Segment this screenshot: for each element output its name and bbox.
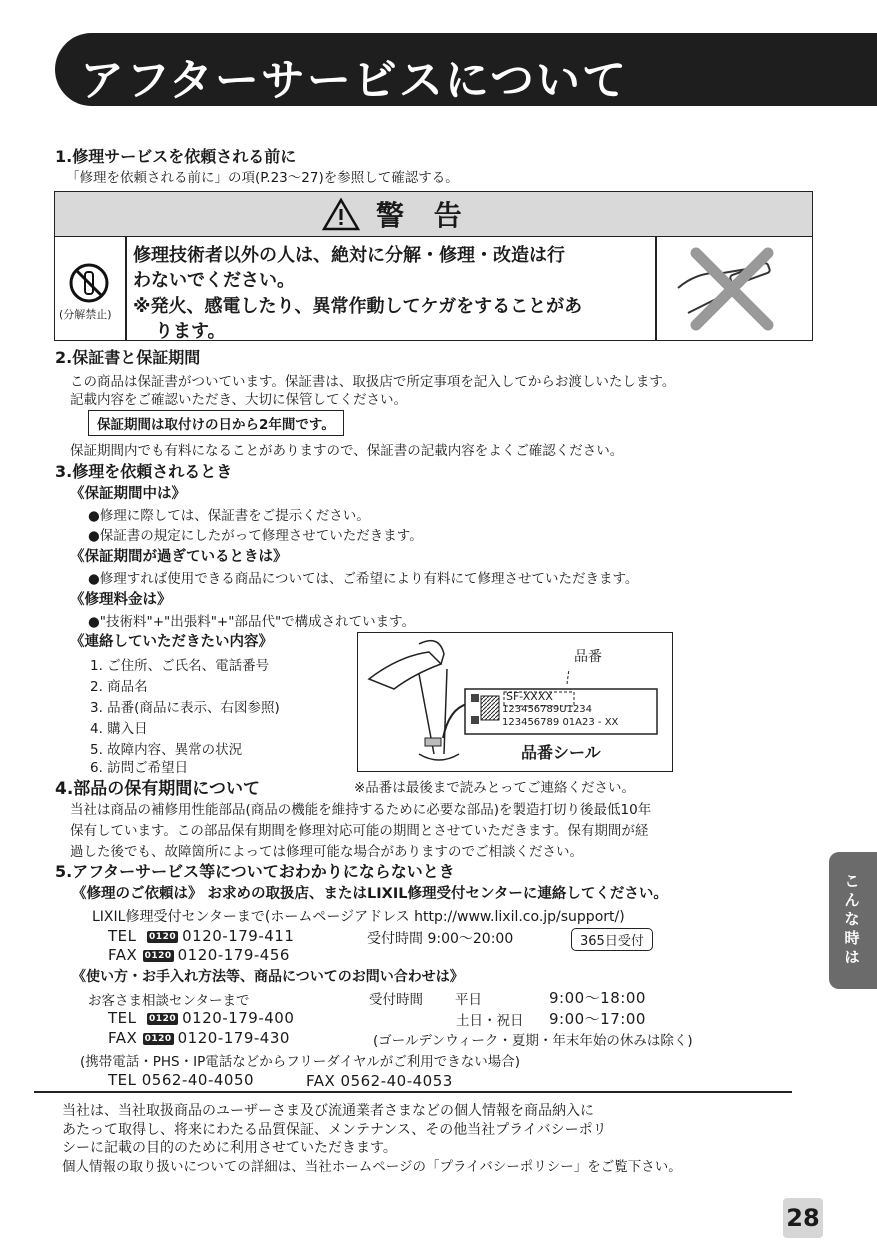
free-dial-icon: 0120	[149, 1014, 177, 1024]
warranty-period-box: 保証期間は取付けの日から2年間です。	[88, 410, 344, 436]
section4-text2: 保有しています。この部品保有期間を修理対応可能の期間とさせていただきます。保有期間が経	[70, 823, 649, 839]
fax1-label: FAX	[108, 946, 138, 964]
repair-center-line: LIXIL修理受付センターまで(ホームページアドレス http://www.lixil.co.jp/support/)	[92, 909, 625, 925]
privacy-line3: シーに記載の目的のために利用させていただきます。	[62, 1140, 397, 1156]
fax2-label: FAX	[108, 1029, 138, 1047]
no-disassembly-icon	[68, 262, 110, 304]
section3-sub1: 《保証期間中は》	[70, 486, 186, 502]
fax3[interactable]: FAX 0562-40-4053	[306, 1072, 453, 1090]
section3-heading: 3.修理を依頼されるとき	[55, 462, 233, 481]
warning-triangle-icon	[322, 197, 360, 231]
mobile-note: (携帯電話・PHS・IP電話などからフリーダイヤルがご利用できない場合)	[80, 1054, 521, 1070]
seal-line1: SF-XXXX	[506, 690, 553, 703]
contact-item: 4. 購入日	[90, 721, 148, 737]
warning-divider-right	[655, 236, 657, 340]
fax1-number[interactable]: 0120-179-456	[177, 946, 290, 964]
weekday-time: 9:00〜18:00	[549, 989, 646, 1007]
contact-item: 2. 商品名	[90, 679, 148, 695]
fax2	[108, 1029, 290, 1047]
section3-sub2-bullet1: ●修理すれば使用できる商品については、ご希望により有料にて修理させていただきます。	[88, 571, 639, 587]
days-badge: 365日受付	[571, 928, 653, 951]
repair-hours: 受付時間 9:00〜20:00	[367, 931, 514, 947]
no-repair-wrench-illustration-icon	[668, 243, 798, 333]
product-number-note: ※品番は最後まで読みとってご連絡ください。	[354, 780, 636, 796]
inquiry-line: 《使い方・お手入れ方法等、商品についてのお問い合わせは》	[72, 969, 464, 985]
section1-text: 「修理を依頼される前に」の項(P.23〜27)を参照して確認する。	[66, 170, 459, 186]
free-dial-icon: 0120	[144, 1034, 172, 1044]
section3-sub3-bullet1: ●"技術料"+"出張料"+"部品代"で構成されています。	[88, 614, 416, 630]
section3-sub2: 《保証期間が過ぎているときは》	[70, 549, 288, 565]
section4-text1: 当社は商品の補修用性能部品(商品の機能を維持するために必要な部品)を製造打切り後最低10年	[70, 802, 652, 818]
fax1	[108, 946, 290, 964]
page-number: 28	[783, 1198, 823, 1238]
weekend-time: 9:00〜17:00	[549, 1010, 646, 1028]
tel2-number[interactable]: 0120-179-400	[182, 1009, 295, 1027]
contact-item: 1. ご住所、ご氏名、電話番号	[90, 658, 270, 674]
warning-divider-left	[125, 236, 127, 340]
weekend-label: 土日・祝日	[456, 1013, 524, 1029]
section4-text3: 過した後でも、故障箇所によっては修理可能な場合がありますのでご相談ください。	[70, 844, 583, 860]
page-title: アフターサービスについて	[80, 55, 629, 106]
free-dial-icon: 0120	[149, 932, 177, 942]
seal-line2: 123456789U1234	[502, 704, 593, 715]
repair-request-line: 《修理のご依頼は》 お求めの取扱店、またはLIXIL修理受付センターに連絡してください。	[72, 886, 668, 902]
contact-item: 3. 品番(商品に表示、右図参照)	[90, 700, 280, 716]
tel1-number[interactable]: 0120-179-411	[182, 927, 295, 945]
side-tab-label: こんな時は	[844, 872, 860, 966]
warning-line2: わないでください。	[133, 270, 295, 291]
figure-label-top: 品番	[574, 649, 602, 665]
contact-item: 5. 故障内容、異常の状況	[90, 742, 243, 758]
consult-center: お客さま相談センターまで	[88, 993, 250, 1009]
section4-heading: 4.部品の保有期間について	[55, 779, 260, 799]
section2-text1: この商品は保証書がついています。保証書は、取扱店で所定事項を記入してからお渡しいたします。	[70, 374, 676, 390]
weekday-label: 平日	[455, 992, 482, 1008]
holiday-note: (ゴールデンウィーク・夏期・年末年始の休みは除く)	[373, 1033, 693, 1049]
privacy-line2: あたって取得し、将来にわたる品質保証、メンテナンス、その他当社プライバシーポリ	[62, 1122, 607, 1138]
section1-heading: 1.修理サービスを依頼される前に	[55, 147, 297, 166]
tel2-label: TEL	[108, 1009, 137, 1027]
contact-item: 6. 訪問ご希望日	[90, 760, 189, 776]
warning-title: 警 告	[376, 199, 472, 232]
tel1-label: TEL	[108, 927, 137, 945]
privacy-line4: 個人情報の取り扱いについての詳細は、当社ホームページの「プライバシーポリシー」をご覧下さい。	[62, 1159, 682, 1175]
warning-line3: ※発火、感電したり、異常作動してケガをすることがあ	[133, 296, 583, 317]
section3-sub1-bullet2: ●保証書の規定にしたがって修理させていただきます。	[88, 528, 423, 544]
no-disassembly-label: (分解禁止)	[59, 308, 112, 321]
seal-line3: 123456789 01A23 - XX	[502, 717, 619, 728]
hours2-label: 受付時間	[369, 992, 423, 1008]
privacy-line1: 当社は、当社取扱商品のユーザーさま及び流通業者さまなどの個人情報を商品納入に	[62, 1103, 594, 1119]
free-dial-icon: 0120	[144, 951, 172, 961]
section2-text2: 記載内容をご確認いただき、大切に保管してください。	[70, 392, 407, 408]
section3-sub4: 《連絡していただきたい内容》	[70, 634, 273, 650]
section2-heading: 2.保証書と保証期間	[55, 348, 201, 367]
divider	[34, 1091, 792, 1093]
fax2-number[interactable]: 0120-179-430	[177, 1029, 290, 1047]
tel2	[108, 1009, 294, 1027]
section3-sub1-bullet1: ●修理に際しては、保証書をご提示ください。	[88, 508, 370, 524]
tel3[interactable]: TEL 0562-40-4050	[108, 1071, 255, 1089]
section5-heading: 5.アフターサービス等についておわかりにならないとき	[55, 862, 455, 881]
section3-sub3: 《修理料金は》	[70, 592, 172, 608]
section2-text3: 保証期間内でも有料になることがありますので、保証書の記載内容をよくご確認ください。	[70, 443, 624, 459]
figure-label-bottom: 品番シール	[521, 743, 601, 762]
tel1	[108, 927, 294, 945]
warning-line1: 修理技術者以外の人は、絶対に分解・修理・改造は行	[133, 245, 565, 266]
warning-line4: ります。	[155, 321, 226, 342]
